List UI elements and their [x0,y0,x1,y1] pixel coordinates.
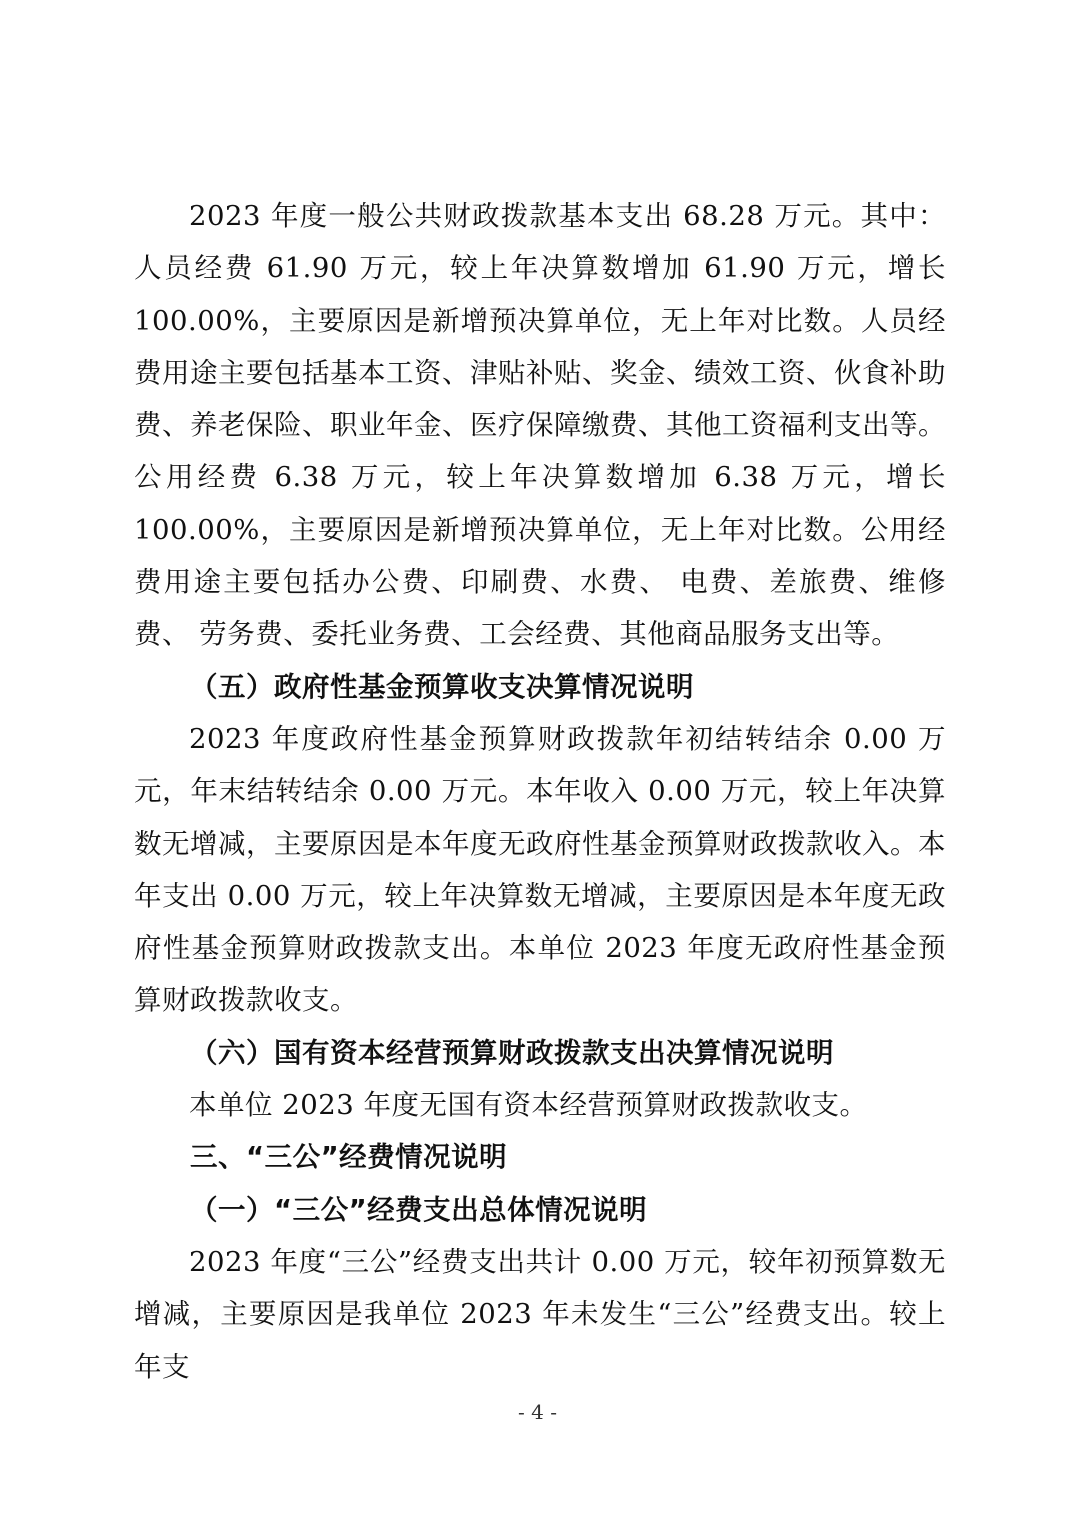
paragraph-state-capital-budget: 本单位 2023 年度无国有资本经营预算财政拨款收支。 [189,1089,868,1122]
heading-three-public-expenses: 三、“三公”经费情况说明 [190,1141,508,1174]
heading-government-fund-budget: （五）政府性基金预算收支决算情况说明 [190,670,694,703]
heading-state-capital-budget: （六）国有资本经营预算财政拨款支出决算情况说明 [190,1036,834,1069]
document-body [134,190,946,1393]
page-number: - 4 - [518,1400,557,1424]
paragraph-three-public-overview: 2023 年度“三公”经费支出共计 0.00 万元，较年初预算数无增减，主要原因是我单位 2023 年未发生“三公”经费支出。较上年支 [134,1245,946,1383]
paragraph-government-fund-budget: 2023 年度政府性基金预算财政拨款年初结转结余 0.00 万元，年末结转结余 0.00 万元。本年收入 0.00 万元，较上年决算数无增减，主要原因是本年度无政府性基金预算财政拨款收入。本年支出 0.00 万元，较上年决算数无增减，主要原因是本年度无政府性基金预算财政拨款支出。本单位 2023 年度无政府性基金预算财政拨款收支。 [134,722,946,1017]
heading-three-public-overview: （一）“三公”经费支出总体情况说明 [190,1193,648,1226]
paragraph-basic-expenditure: 2023 年度一般公共财政拨款基本支出 68.28 万元。其中：人员经费 61.90 万元，较上年决算数增加 61.90 万元，增长 100.00%，主要原因是新增预决算单位，无上年对比数。人员经费用途主要包括基本工资、津贴补贴、奖金、绩效工资、伙食补助费、养老保险、职业年金、医疗保障缴费、其他工资福利支出等。公用经费 6.38 万元，较上年决算数增加 6.38 万元，增长 100.00%，主要原因是新增预决算单位，无上年对比数。公用经费用途主要包括办公费、印刷费、水费、 电费、差旅费、维修费、 劳务费、委托业务费、工会经费、其他商品服务支出等。 [134,200,946,651]
